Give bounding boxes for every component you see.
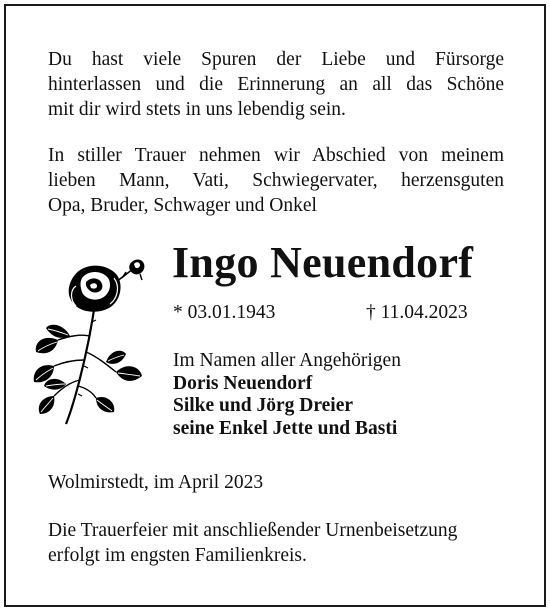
mourning-text (48, 143, 504, 218)
mourning-line: Opa, Bruder, Schwager und Onkel (48, 195, 317, 216)
deceased-name: Ingo Neuendorf (172, 238, 474, 287)
rose-icon (30, 256, 162, 426)
funeral-line: Die Trauerfeier mit anschließender Urnenbeisetzung (48, 520, 458, 541)
rose-bud (122, 260, 144, 281)
rose-head (69, 266, 121, 312)
mourners-intro: Im Namen aller Angehörigen (173, 350, 401, 371)
mourner-name: Doris Neuendorf (173, 372, 313, 394)
intro-line: Du hast viele Spuren der Liebe und Fürsorge (48, 49, 504, 70)
funeral-line: erfolgt im engsten Familienkreis. (48, 545, 307, 566)
mourner-name: Silke und Jörg Dreier (173, 395, 354, 416)
intro-line: hinterlassen und die Erinnerung an all das Schöne (48, 74, 504, 95)
rose-leaves (34, 325, 142, 414)
mourners-block (173, 350, 401, 440)
mourning-line: In stiller Trauer nehmen wir Abschied von meinem (48, 145, 504, 166)
intro-line: mit dir wird stets in uns lebendig sein. (48, 99, 346, 120)
birth-date: * 03.01.1943 (173, 302, 276, 323)
mourner-name: seine Enkel Jette und Basti (173, 417, 398, 439)
funeral-notice (48, 518, 504, 568)
intro-verse (48, 47, 504, 122)
place-and-date: Wolmirstedt, im April 2023 (48, 472, 264, 493)
mourning-line: lieben Mann, Vati, Schwiegervater, herzensguten (48, 170, 504, 191)
death-date: † 11.04.2023 (366, 302, 468, 323)
